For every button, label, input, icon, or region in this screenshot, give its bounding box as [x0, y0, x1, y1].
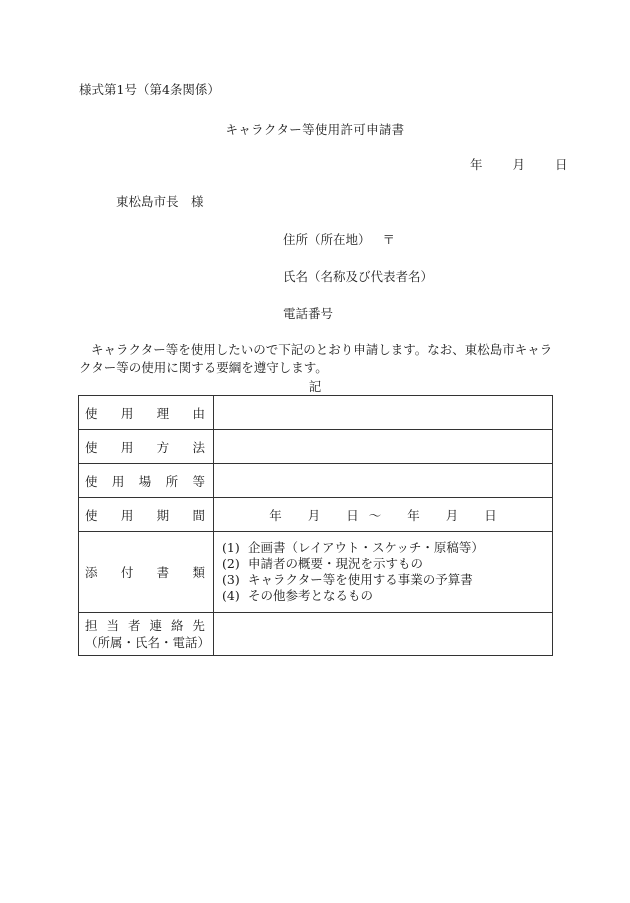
phone-label: 電話番号	[283, 306, 334, 321]
place-value[interactable]	[214, 464, 553, 498]
contact-value[interactable]	[214, 613, 553, 656]
table-row-attachments	[79, 532, 553, 613]
table-row-period	[79, 498, 553, 532]
address-label: 住所（所在地）	[283, 232, 371, 247]
table-row-method	[79, 430, 553, 464]
method-label: 使 用 方 法	[79, 430, 214, 464]
period-value[interactable]: 年 月 日 ～ 年 月 日	[214, 498, 553, 532]
date-month: 月	[512, 157, 526, 172]
list-item: (3) キャラクター等を使用する事業の予算書	[222, 572, 473, 587]
application-table	[78, 395, 553, 656]
address-row	[283, 230, 395, 248]
period-label: 使 用 期 間	[79, 498, 214, 532]
postal-mark: 〒	[382, 232, 396, 247]
reason-value[interactable]	[214, 396, 553, 430]
table-row-contact	[79, 613, 553, 656]
list-item: (4) その他参考となるもの	[222, 588, 374, 603]
ki-mark: 記	[308, 379, 322, 394]
form-number: 様式第1号（第4条関係）	[79, 82, 220, 97]
body-text: キャラクター等を使用したいので下記のとおり申請します。なお、東松島市キャラクター等の使用に関する要綱を遵守します。	[79, 342, 553, 375]
attachments-list-cell	[214, 532, 553, 613]
table-row-place	[79, 464, 553, 498]
place-label: 使 用 場 所 等	[79, 464, 214, 498]
method-value[interactable]	[214, 430, 553, 464]
attachments-label: 添 付 書 類	[79, 532, 214, 613]
period-separator: ～	[368, 507, 382, 523]
addressee: 東松島市長 様	[116, 194, 204, 209]
date-day: 日	[555, 157, 568, 172]
document-title: キャラクター等使用許可申請書	[225, 122, 405, 137]
list-item: (2) 申請者の概要・現況を示すもの	[222, 556, 424, 571]
reason-label: 使 用 理 由	[79, 396, 214, 430]
attachments-list	[214, 534, 552, 610]
table-row-reason	[79, 396, 553, 430]
date-year: 年	[470, 157, 483, 172]
list-item: (1) 企画書（レイアウト・スケッチ・原稿等）	[222, 540, 484, 555]
contact-label: 担 当 者 連 絡 先 （所属・氏名・電話）	[79, 613, 214, 656]
date-line	[470, 155, 568, 173]
name-label: 氏名（名称及び代表者名）	[283, 269, 434, 284]
contact-sublabel: （所属・氏名・電話）	[85, 635, 211, 650]
